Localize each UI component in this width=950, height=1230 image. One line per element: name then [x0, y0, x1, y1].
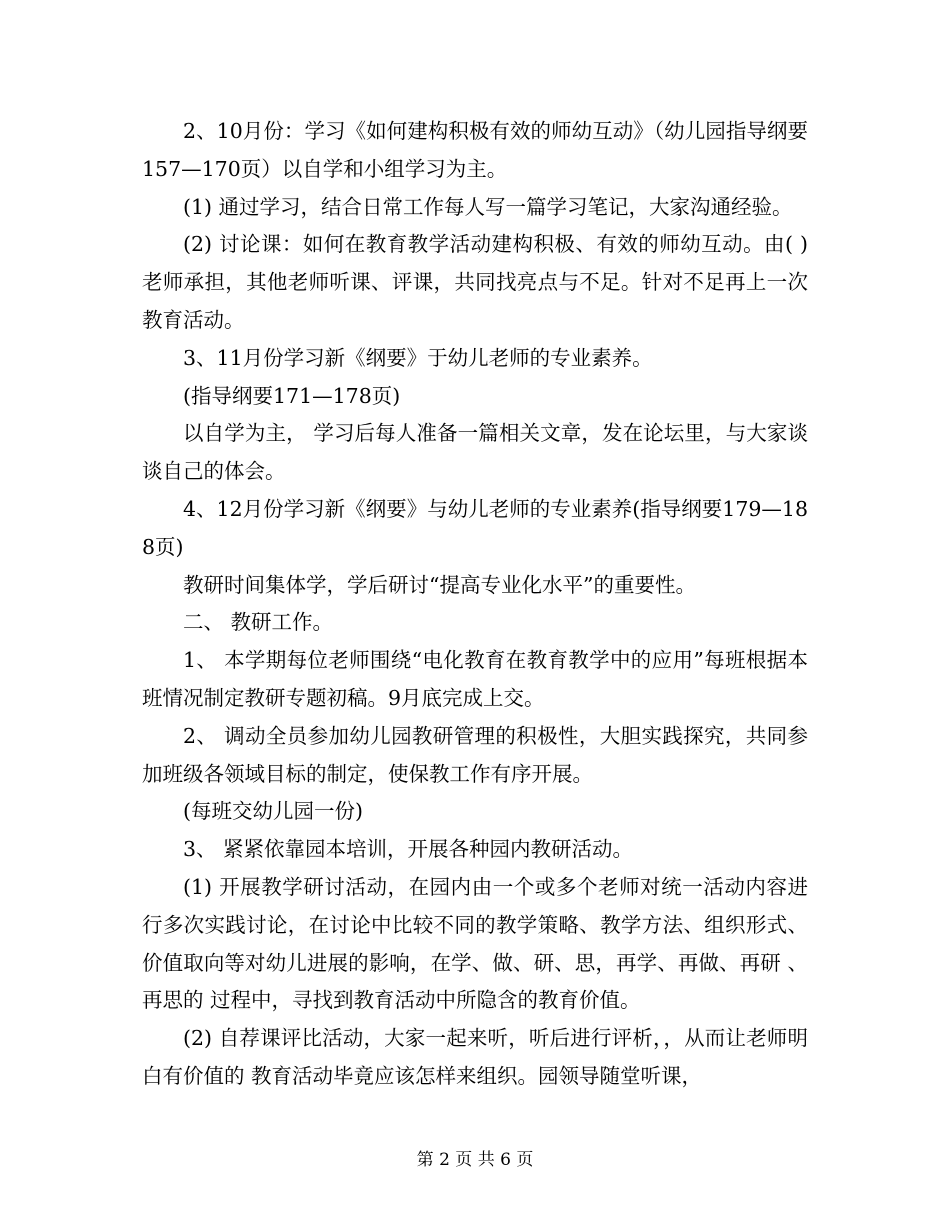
paragraph-15: (2) 自荐课评比活动，大家一起来听，听后进行评析，，从而让老师明白有价值的 教育活动毕竟应该怎样来组织。园领导随堂听课，: [142, 1026, 808, 1088]
paragraph-13: 3、 紧紧依靠园本培训，开展各种园内教研活动。: [183, 837, 634, 862]
section-heading: 二、 教研工作。: [183, 610, 334, 635]
paragraph-4: 3、11月份学习新《纲要》于幼儿老师的专业素养。: [183, 345, 653, 370]
paragraph-7: 4、12月份学习新《纲要》与幼儿老师的专业素养(指导纲要179—188页): [142, 496, 808, 559]
paragraph-6: 以自学为主， 学习后每人准备一篇相关文章，发在论坛里，与大家谈谈自己的体会。: [142, 421, 808, 484]
page-number-footer: 第 2 页 共 6 页: [416, 1150, 534, 1170]
paragraph-11: 2、 调动全员参加幼儿园教研管理的积极性，大胆实践探究，共同参加班级各领域目标的制定，使保教工作有序开展。: [142, 723, 808, 786]
paragraph-10: 1、 本学期每位老师围绕“电化教育在教育教学中的应用”每班根据本班情况制定教研专题初稿。9月底完成上交。: [142, 648, 808, 710]
paragraph-5: (指导纲要171—178页): [183, 383, 401, 408]
paragraph-8: 教研时间集体学，学后研讨“提高专业化水平”的重要性。: [183, 572, 696, 597]
document-body: [142, 113, 808, 1096]
paragraph-1: 2、10月份：学习《如何建构积极有效的师幼互动》（幼儿园指导纲要157—170页）以自学和小组学习为主。: [142, 119, 808, 181]
paragraph-3: (2) 讨论课：如何在教育教学活动建构积极、有效的师幼互动。由( )老师承担，其他老师听课、评课，共同找亮点与不足。针对不足再上一次教育活动。: [142, 232, 808, 332]
paragraph-12: (每班交幼儿园一份): [183, 799, 363, 824]
paragraph-2: (1) 通过学习，结合日常工作每人写一篇学习笔记，大家沟通经验。: [183, 194, 793, 219]
paragraph-14: (1) 开展教学研讨活动，在园内由一个或多个老师对统一活动内容进行多次实践讨论，在讨论中比较不同的教学策略、教学方法、组织形式、价值取向等对幼儿进展的影响，在学、做、研、思，再学、再做、再研 、再思的 过程中，寻找到教育活动中所隐含的教育价值。: [142, 874, 808, 1013]
